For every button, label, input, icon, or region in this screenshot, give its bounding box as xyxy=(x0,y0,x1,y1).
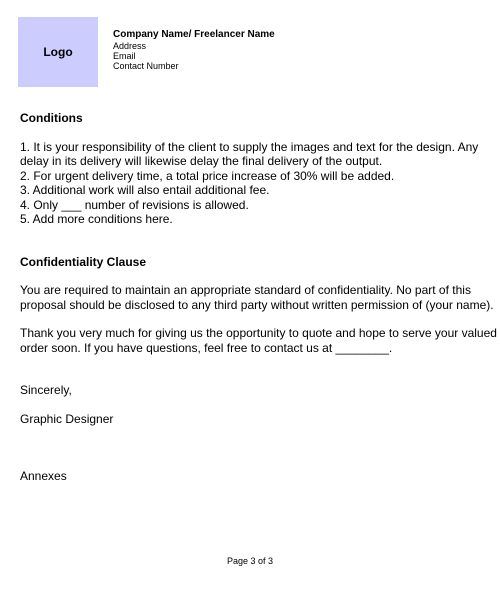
logo-label: Logo xyxy=(43,45,73,59)
thanks-line: order soon. If you have questions, feel free to contact us at ________. xyxy=(20,340,393,355)
confidentiality-line: proposal should be disclosed to any third party without written permission of (your name). xyxy=(20,297,494,312)
annexes-text: Annexes xyxy=(20,469,67,483)
thanks-line: Thank you very much for giving us the opportunity to quote and hope to serve your valued xyxy=(20,326,497,340)
confidentiality-heading: Confidentiality Clause xyxy=(20,254,147,269)
company-email: Email xyxy=(113,51,136,61)
page-number: Page 3 of 3 xyxy=(226,556,274,566)
condition-line: 3. Additional work will also entail additional fee. xyxy=(20,183,270,197)
company-name: Company Name/ Freelancer Name xyxy=(113,29,275,40)
conditions-heading: Conditions xyxy=(20,111,83,125)
condition-line: 1. It is your responsibility of the client to supply the images and text for the design. Any xyxy=(20,139,479,154)
company-contact: Contact Number xyxy=(113,61,179,71)
logo-placeholder xyxy=(18,17,98,87)
condition-line: delay in its delivery will likewise delay the final delivery of the output. xyxy=(20,154,383,168)
sincerely-text: Sincerely, xyxy=(20,383,72,397)
confidentiality-line: You are required to maintain an appropriate standard of confidentiality. No part of this xyxy=(20,283,471,297)
signer-title: Graphic Designer xyxy=(20,411,114,426)
condition-line: 2. For urgent delivery time, a total price increase of 30% will be added. xyxy=(20,168,395,183)
document-body xyxy=(20,111,500,484)
company-address: Address xyxy=(113,41,147,51)
company-info xyxy=(113,30,275,71)
condition-line: 5. Add more conditions here. xyxy=(20,212,173,226)
condition-line: 4. Only ___ number of revisions is allowed. xyxy=(20,197,249,212)
